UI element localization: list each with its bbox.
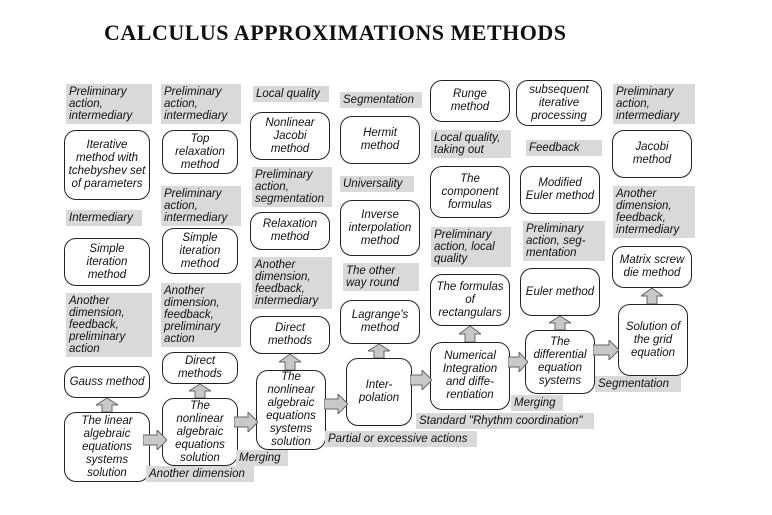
arrow-up-matrix <box>641 288 663 304</box>
node-direct-methods-1: Direct methods <box>162 352 238 384</box>
label-c1-another: Another dimension, feedback, preliminary action <box>66 293 152 357</box>
node-numerical-integration: Numerical Integration and diffe-rentiation <box>430 342 510 410</box>
label-c7-another: Another dimension, feedback, intermediary <box>613 186 695 238</box>
arrow-right-5 <box>508 352 528 372</box>
label-c6-feedback: Feedback <box>526 140 602 156</box>
label-c3-prelim-seg: Preliminary action, segmentation <box>252 167 332 207</box>
arrow-up-euler <box>549 316 571 330</box>
node-simple-iteration-2: Simple iteration method <box>162 228 238 274</box>
node-euler: Euler method <box>520 268 600 316</box>
label-c2-prelim-b: Preliminary action, intermediary <box>161 186 241 226</box>
label-c5-prelim-local: Preliminary action, local quality <box>431 227 511 267</box>
arrow-up-lagrange <box>368 344 390 358</box>
label-c4-segmentation: Segmentation <box>340 92 422 108</box>
label-merging-2: Merging <box>511 395 563 411</box>
arrow-right-3 <box>324 394 348 414</box>
label-merging-1: Merging <box>236 450 288 466</box>
node-top-relaxation: Top relaxation method <box>162 130 238 174</box>
label-c4-other-way: The other way round <box>343 263 419 291</box>
label-c2-prelim-a: Preliminary action, intermediary <box>161 84 241 124</box>
node-nonlinear-solution-2: The nonlinear algebraic equations systems solution <box>256 370 326 450</box>
label-another-dimension: Another dimension <box>146 466 254 482</box>
node-relaxation: Relaxation method <box>250 212 330 250</box>
arrow-up-direct-2 <box>279 354 301 370</box>
node-hermit: Hermit method <box>340 116 420 164</box>
label-c5-local-taking: Local quality, taking out <box>431 130 511 158</box>
label-c2-another: Another dimension, feedback, preliminary action <box>161 283 241 347</box>
arrow-right-6 <box>593 340 619 360</box>
label-c6-prelim-seg: Preliminary action, seg-mentation <box>523 221 605 261</box>
label-c3-another: Another dimension, feedback, intermediary <box>252 257 332 309</box>
node-jacobi: Jacobi method <box>612 130 692 178</box>
arrow-right-1 <box>143 430 167 450</box>
node-subsequent-iterative: subsequent iterative processing <box>516 80 602 126</box>
label-c7-prelim: Preliminary action, intermediary <box>613 84 695 124</box>
node-matrix-screw: Matrix screw die method <box>612 246 692 288</box>
node-direct-methods-2: Direct methods <box>250 316 330 354</box>
arrow-right-4 <box>410 370 432 390</box>
node-grid-solution: Solution of the grid equation <box>618 304 688 376</box>
diagram-title: CALCULUS APPROXIMATIONS METHODS <box>104 20 567 45</box>
node-differential-equations: The differential equation systems <box>525 330 595 394</box>
node-gauss: Gauss method <box>64 366 150 398</box>
node-simple-iteration-1: Simple iteration method <box>64 238 150 286</box>
arrow-up-rect <box>459 326 481 342</box>
label-partial: Partial or excessive actions <box>325 431 477 447</box>
label-segmentation-2: Segmentation <box>595 376 681 392</box>
node-interpolation: Inter-polation <box>346 358 412 426</box>
node-rect-formulas: The formulas of rectangulars <box>430 274 510 326</box>
label-c1-intermediary: Intermediary <box>66 210 142 226</box>
node-runge: Runge method <box>430 80 510 122</box>
node-modified-euler: Modified Euler method <box>520 166 600 214</box>
arrow-up-gauss <box>96 398 118 412</box>
label-standard-rhythm: Standard "Rhythm coordination" <box>416 413 594 429</box>
node-iterative-tchebyshev: Iterative method with tchebyshev set of parameters <box>64 130 150 200</box>
node-inverse-interpolation: Inverse interpolation method <box>340 200 420 256</box>
node-lagrange: Lagrange's method <box>340 300 420 344</box>
label-c1-prelim: Preliminary action, intermediary <box>66 84 152 124</box>
arrow-right-2 <box>234 412 258 432</box>
arrow-up-direct-1 <box>189 384 211 398</box>
node-linear-solution: The linear algebraic equations systems solution <box>64 412 150 482</box>
node-nonlinear-jacobi: Nonlinear Jacobi method <box>250 112 330 160</box>
node-component-formulas: The component formulas <box>430 166 510 218</box>
label-c3-local: Local quality <box>253 86 329 102</box>
label-c4-universality: Universality <box>340 176 414 192</box>
node-nonlinear-solution-1: The nonlinear algebraic equations solution <box>162 398 238 466</box>
